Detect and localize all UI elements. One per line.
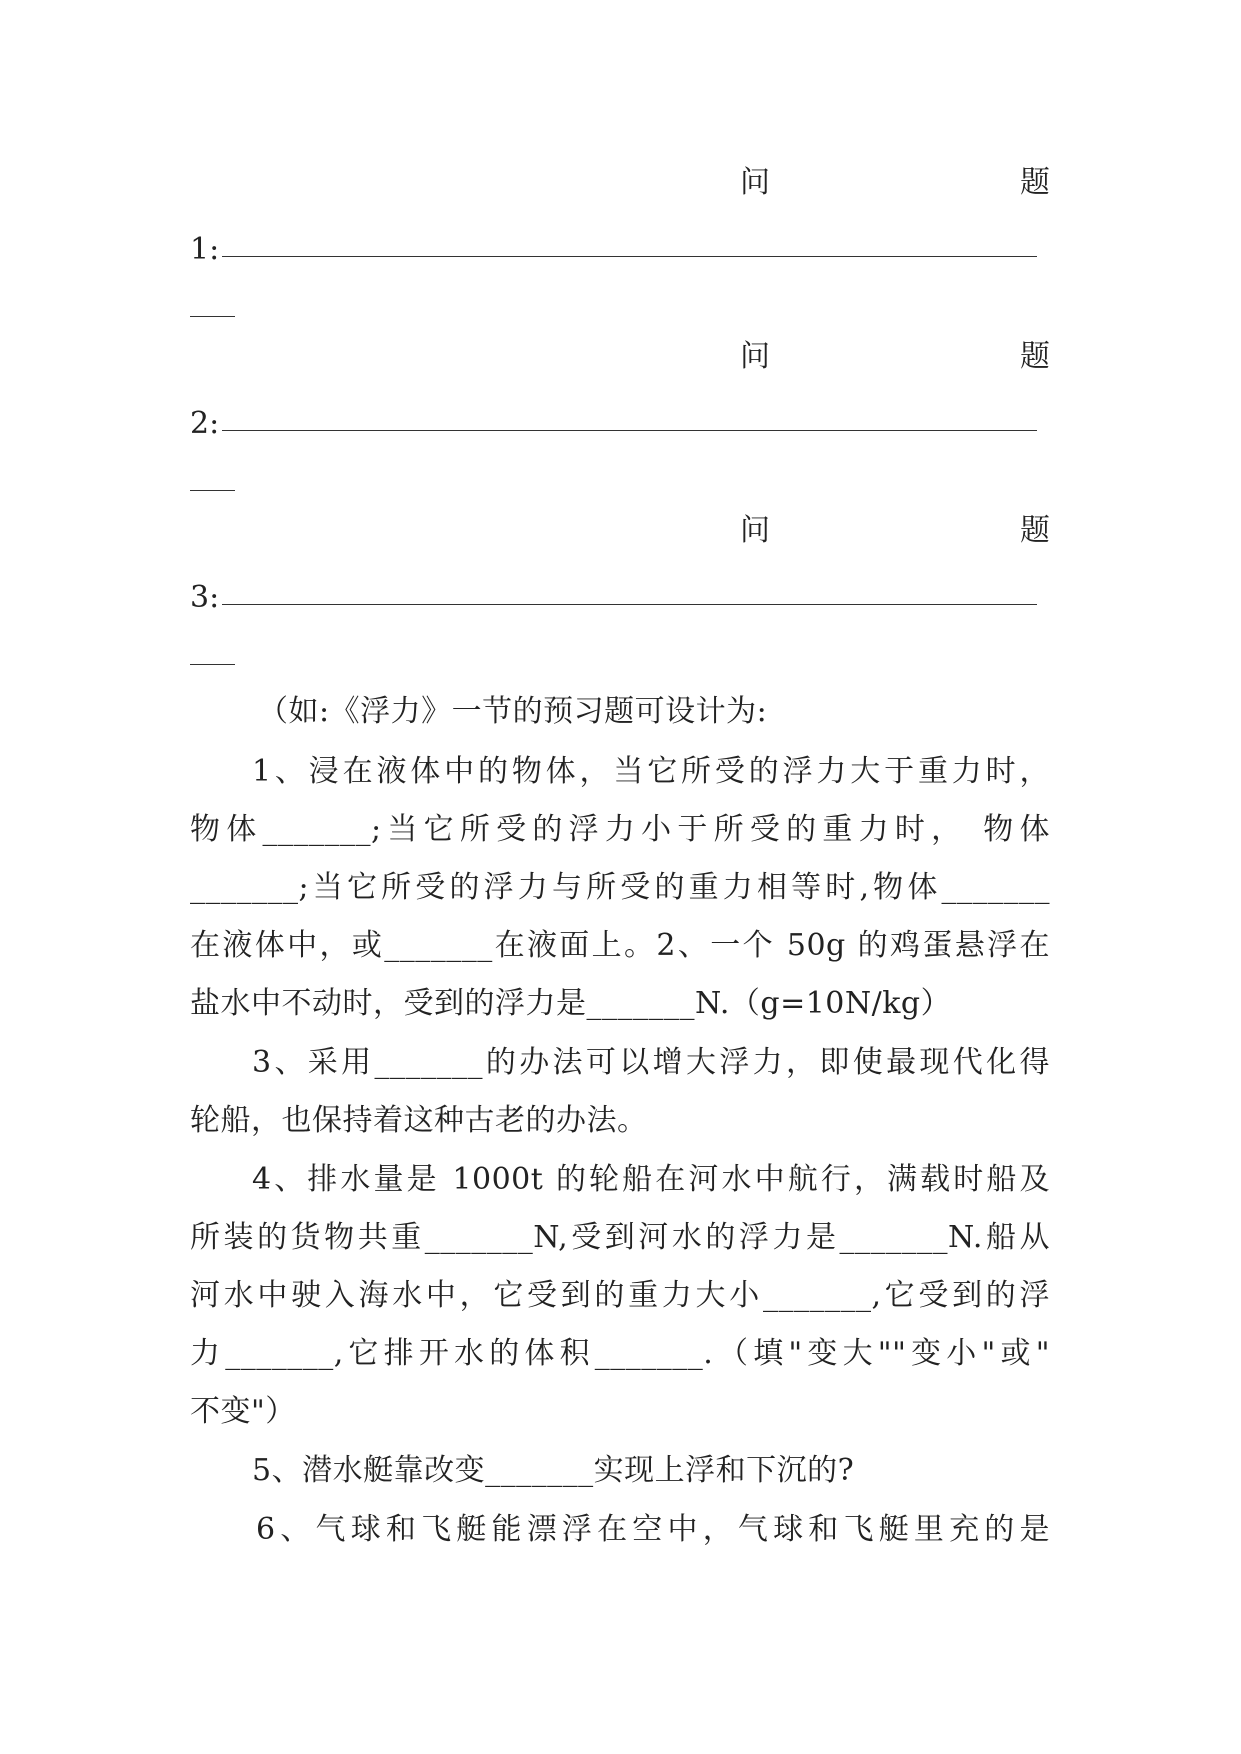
exercise-1-line-2: 物体_______;当它所受的浮力小于所受的重力时， 物体 bbox=[190, 812, 1050, 847]
question-3-char-1: 问 bbox=[740, 513, 770, 548]
exercise-5-line: 5、潜水艇靠改变_______实现上浮和下沉的? bbox=[252, 1453, 855, 1488]
exercise-4-line-2: 所装的货物共重_______N,受到河水的浮力是_______N.船从 bbox=[190, 1220, 1050, 1255]
exercise-3-line-2: 轮船，也保持着这种古老的办法。 bbox=[190, 1103, 648, 1138]
exercise-4-line-1: 4、排水量是 1000t 的轮船在河水中航行，满载时船及 bbox=[252, 1162, 1050, 1197]
exercise-3-line-1: 3、采用_______的办法可以增大浮力，即使最现代化得 bbox=[252, 1045, 1050, 1080]
exercise-1-line-1: 1、浸在液体中的物体，当它所受的浮力大于重力时， bbox=[252, 754, 1050, 789]
question-2-heading bbox=[740, 337, 1050, 377]
exercise-4-line-3: 河水中驶入海水中，它受到的重力大小_______,它受到的浮 bbox=[190, 1278, 1050, 1313]
preview-intro: （如:《浮力》一节的预习题可设计为: bbox=[258, 694, 768, 729]
question-2-label: 2: bbox=[190, 406, 220, 441]
question-3-char-2: 题 bbox=[1020, 513, 1050, 548]
question-3-answer-line-tail bbox=[190, 664, 235, 665]
exercise-1-line-3: _______;当它所受的浮力与所受的重力相等时,物体_______ bbox=[190, 870, 1050, 905]
question-2-answer-line-tail bbox=[190, 490, 235, 491]
question-1-label: 1: bbox=[190, 232, 220, 267]
exercise-1-2-line-4: 在液体中，或_______在液面上。2、一个 50g 的鸡蛋悬浮在 bbox=[190, 928, 1050, 963]
question-3-heading bbox=[740, 511, 1050, 551]
question-3-answer-line bbox=[222, 604, 1037, 605]
question-1-answer-line-tail bbox=[190, 316, 235, 317]
exercise-2-line: 盐水中不动时，受到的浮力是_______N.（g=10N/kg） bbox=[190, 986, 952, 1021]
exercise-6-line: 6、气球和飞艇能漂浮在空中，气球和飞艇里充的是 bbox=[256, 1512, 1050, 1547]
question-3-label: 3: bbox=[190, 580, 220, 615]
question-1-heading bbox=[740, 163, 1050, 203]
question-2-char-1: 问 bbox=[740, 339, 770, 374]
exercise-4-line-4: 力_______,它排开水的体积_______.（填"变大""变小"或" bbox=[190, 1336, 1050, 1371]
exercise-4-line-5: 不变"） bbox=[190, 1394, 296, 1429]
question-1-answer-line bbox=[222, 256, 1037, 257]
question-2-char-2: 题 bbox=[1020, 339, 1050, 374]
question-1-char-2: 题 bbox=[1020, 165, 1050, 200]
question-2-answer-line bbox=[222, 430, 1037, 431]
question-1-char-1: 问 bbox=[740, 165, 770, 200]
